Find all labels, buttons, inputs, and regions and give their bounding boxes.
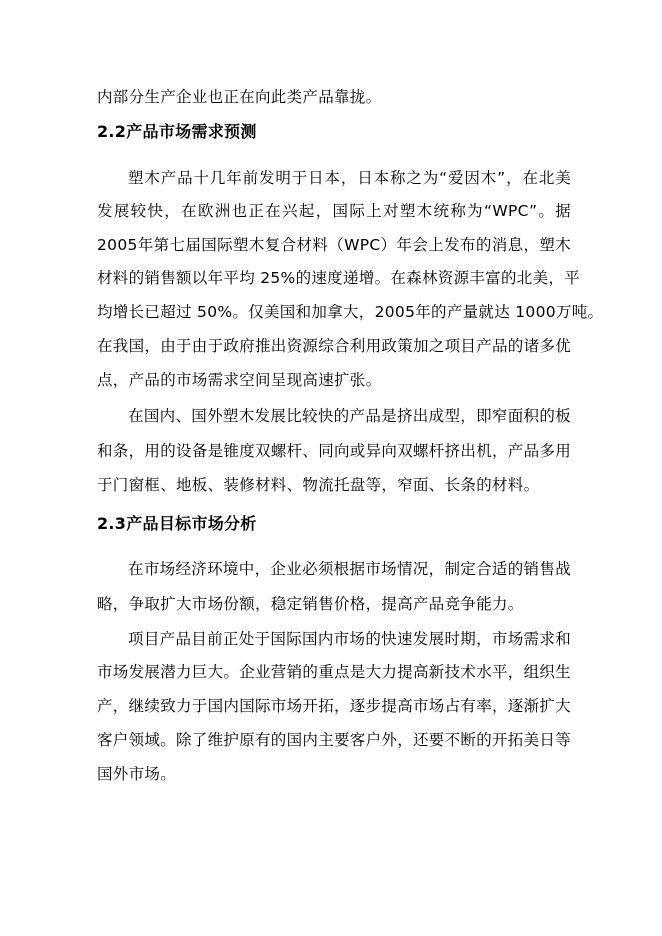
paragraph-line: 在市场经济环境中，企业必须根据市场情况，制定合适的销售战 — [128, 560, 571, 578]
paragraph-line: 点，产品的市场需求空间呈现高速扩张。 — [97, 371, 382, 389]
intro-line: 内部分生产企业也正在向此类产品靠拢。 — [97, 88, 382, 106]
section-heading-2-3: 2.3产品目标市场分析 — [97, 514, 257, 533]
section-heading-2-2: 2.2产品市场需求预测 — [97, 122, 257, 141]
paragraph-line: 发展较快，在欧洲也正在兴起，国际上对塑木统称为“WPC”。据 — [97, 202, 571, 220]
paragraph-line: 国外市场。 — [97, 765, 177, 783]
paragraph-line: 均增长已超过 50%。仅美国和加拿大，2005年的产量就达 1000万吨。 — [97, 303, 604, 321]
paragraph-line: 市场发展潜力巨大。企业营销的重点是大力提高新技术水平，组织生 — [97, 663, 572, 681]
paragraph-line: 塑木产品十几年前发明于日本，日本称之为“爱因木”，在北美 — [128, 169, 571, 187]
paragraph-line: 项目产品目前正处于国际国内市场的快速发展时期，市场需求和 — [128, 630, 571, 648]
paragraph-line: 在我国，由于由于政府推出资源综合利用政策加之项目产品的诸多优 — [97, 337, 572, 355]
paragraph-line: 2005年第七届国际塑木复合材料（WPC）年会上发布的消息，塑木 — [97, 236, 571, 254]
paragraph-line: 材料的销售额以年平均 25%的速度递增。在森林资源丰富的北美，平 — [97, 269, 580, 287]
paragraph-line: 在国内、国外塑木发展比较快的产品是挤出成型，即窄面积的板 — [128, 407, 571, 425]
paragraph-line: 略，争取扩大市场份额，稳定销售价格，提高产品竞争能力。 — [97, 595, 524, 613]
paragraph-line: 客户领域。除了维护原有的国内主要客户外，还要不断的开拓美日等 — [97, 731, 572, 749]
paragraph-line: 产，继续致力于国内国际市场开拓，逐步提高市场占有率，逐渐扩大 — [97, 697, 572, 715]
paragraph-line: 于门窗框、地板、装修材料、物流托盘等，窄面、长条的材料。 — [97, 476, 540, 494]
paragraph-line: 和条，用的设备是锥度双螺杆、同向或异向双螺杆挤出机，产品多用 — [97, 442, 572, 460]
